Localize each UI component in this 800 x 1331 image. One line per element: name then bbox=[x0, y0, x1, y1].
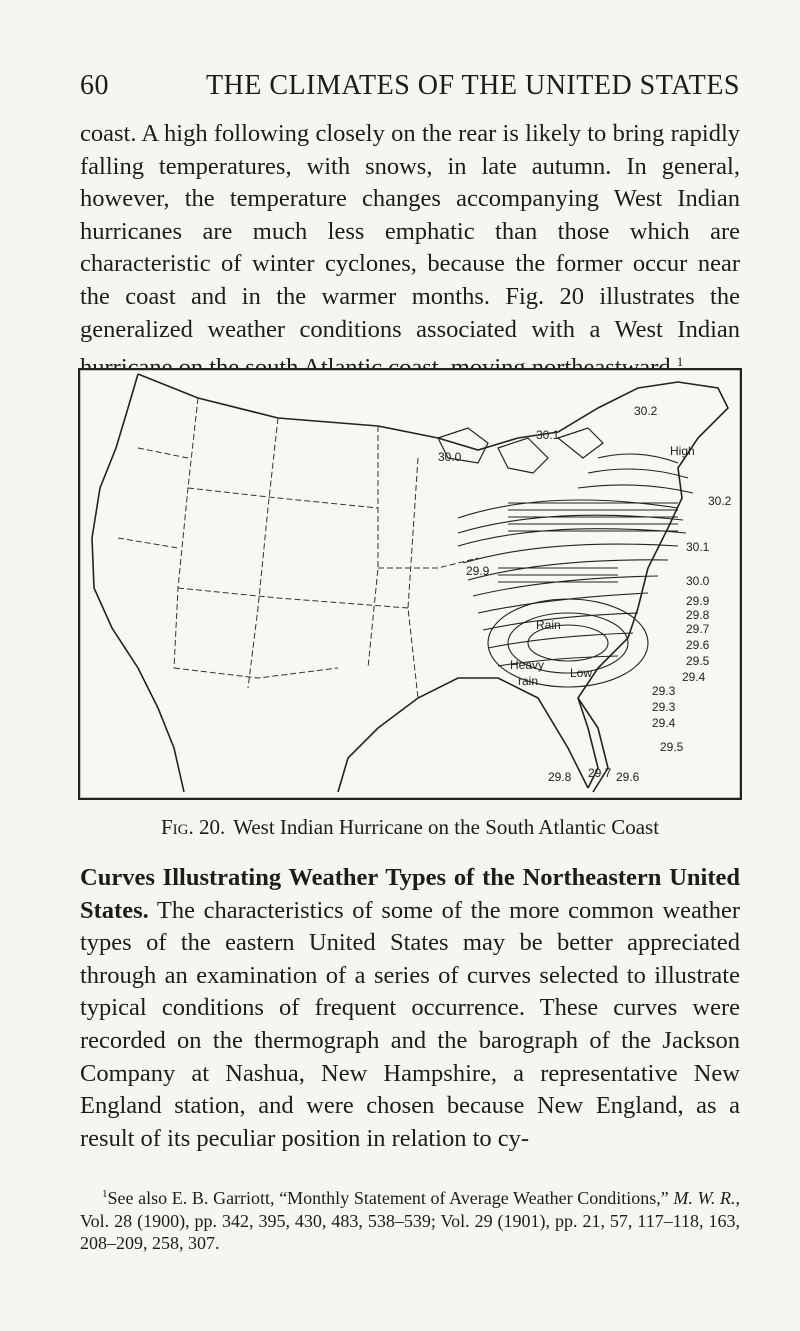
footnote-reference: 1 bbox=[676, 354, 684, 370]
footnote bbox=[80, 1183, 740, 1255]
paragraph-2-text: The characteristics of some of the more common weather types of the eastern United States may be better appreciated through an examination of a series of curves selected to illustrate typical conditions of frequent occurrence. These curves were recorded on the thermograph and the barograph of the Jackson Company at Nashua, New Hampshire, a representative New England station, and were chosen because New England, as a result of its peculiar position in relation to cy- bbox=[80, 896, 740, 1152]
page-header bbox=[80, 70, 740, 102]
isobar-label: 30.1 bbox=[536, 428, 560, 442]
footnote-mark: 1 bbox=[102, 1188, 108, 1200]
isobar-label: 29.5 bbox=[686, 654, 710, 668]
footnote-text-after: , Vol. 28 (1900), pp. 342, 395, 430, 483, 538–539; Vol. 29 (1901), pp. 21, 57, 117–118, 163, 208–209, 258, 307. bbox=[80, 1188, 740, 1253]
heavy-label: Heavy bbox=[510, 658, 545, 672]
isobar-label: 30.1 bbox=[686, 540, 710, 554]
figure-label: Fig. 20. bbox=[160, 815, 226, 839]
low-label: Low bbox=[570, 666, 593, 680]
isobar-label: 29.3 bbox=[652, 700, 676, 714]
footnote-text-before: See also E. B. Garriott, “Monthly Statement of Average Weather Conditions,” bbox=[107, 1188, 669, 1208]
isobar-label: 29.7 bbox=[588, 766, 612, 780]
isobar-label: 29.6 bbox=[686, 638, 710, 652]
figure-caption bbox=[80, 815, 740, 840]
high-label: High bbox=[670, 444, 695, 458]
map-drawing bbox=[78, 368, 742, 800]
rain-label: Rain bbox=[536, 618, 561, 632]
section-run-in-heading: Curves Illustrating Weather Types of the Northeastern United States. bbox=[80, 864, 740, 924]
isobar-label: 30.0 bbox=[686, 574, 710, 588]
isobar-label: 29.9 bbox=[686, 594, 710, 608]
isobar-label: 29.4 bbox=[682, 670, 706, 684]
isobar-label: 29.5 bbox=[660, 740, 684, 754]
isobar-label: 29.7 bbox=[686, 622, 710, 636]
heavy-rain-label: rain bbox=[518, 674, 539, 688]
isobar-label: 29.8 bbox=[548, 770, 572, 784]
isobar-label: 30.0 bbox=[438, 450, 462, 464]
isobar-label: 29.8 bbox=[686, 608, 710, 622]
footnote-journal: M. W. R. bbox=[673, 1188, 736, 1208]
isobar-label: 29.3 bbox=[652, 684, 676, 698]
isobar-label: 30.2 bbox=[634, 404, 658, 418]
figure-caption-text: West Indian Hurricane on the South Atlantic Coast bbox=[233, 815, 660, 839]
paragraph-2 bbox=[80, 862, 740, 1155]
isobar-label: 29.9 bbox=[466, 564, 490, 578]
isobar-label: 29.4 bbox=[652, 716, 676, 730]
isobar-label: 30.2 bbox=[708, 494, 732, 508]
paragraph-1 bbox=[80, 118, 740, 385]
isobar-label: 29.6 bbox=[616, 770, 640, 784]
hurricane-weather-map bbox=[78, 368, 742, 800]
running-title: THE CLIMATES OF THE UNITED STATES bbox=[205, 70, 740, 101]
paragraph-1-text: coast. A high following closely on the rear is likely to bring rapidly falling temperatures, with snows, in late autumn. In general, however, the temperature changes accompanying West Indian hurricanes are much less emphatic than those which are characteristic of winter cyclones, because the former occur near the coast and in the warmer months. Fig. 20 illustrates the generalized weather conditions associated with a West Indian bbox=[80, 120, 740, 343]
page-number: 60 bbox=[80, 70, 109, 101]
